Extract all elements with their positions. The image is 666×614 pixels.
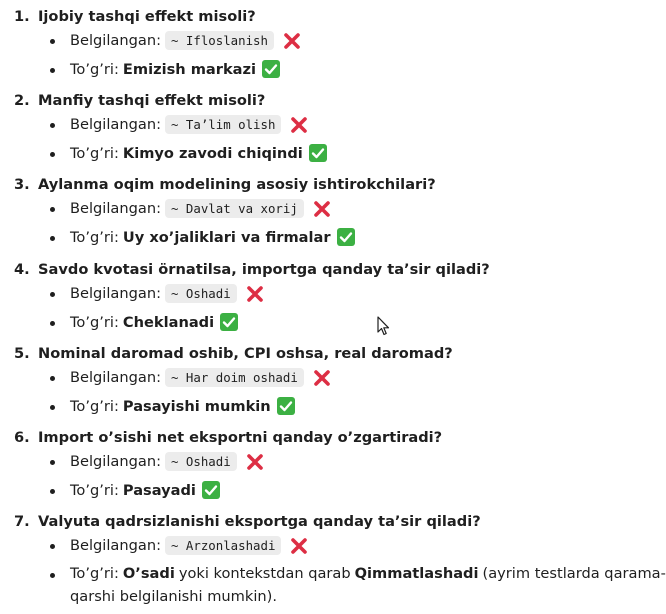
check-mark-icon (202, 481, 220, 499)
wrong-cross-icon (246, 453, 264, 471)
question-number: 5. (14, 345, 30, 362)
check-mark-icon (337, 228, 355, 246)
question-number: 7. (14, 513, 30, 530)
correct-answer: Pasayishi mumkin (122, 397, 271, 415)
correct-label: To’g’ri: (70, 60, 119, 78)
question-title: Nominal daromad oshib, CPI oshsa, real daromad? (38, 345, 453, 362)
correct-label: To’g’ri: (70, 481, 119, 499)
correct-answer: Cheklanadi (122, 313, 215, 331)
question-number: 4. (14, 261, 30, 278)
question-number: 1. (14, 8, 30, 25)
wrong-cross-icon (313, 200, 331, 218)
bullet-icon (50, 39, 55, 44)
mouse-cursor-icon (377, 316, 391, 336)
question-number: 3. (14, 176, 30, 193)
question-title: Ijobiy tashqi effekt misoli? (38, 8, 256, 25)
bullet-icon (50, 489, 55, 494)
check-mark-icon (277, 397, 295, 415)
correct-answer-note-continued: qarshi belgilanishi mumkin). (70, 588, 277, 605)
correct-label: To’g’ri: (70, 228, 119, 246)
marked-answer-code: ~ Ta’lim olish (165, 115, 281, 134)
correct-answer-alternative: Qimmatlashadi (354, 565, 479, 582)
marked-answer-code: ~ Oshadi (165, 284, 237, 303)
correct-label: To’g’ri: (70, 313, 119, 331)
marked-label: Belgilangan: (70, 537, 161, 554)
marked-label: Belgilangan: (70, 200, 161, 217)
marked-label: Belgilangan: (70, 369, 161, 386)
correct-label: To’g’ri: (70, 144, 119, 162)
marked-answer-code: ~ Davlat va xorij (165, 199, 304, 218)
marked-answer-code: ~ Oshadi (165, 452, 237, 471)
marked-answer-code: ~ Har doim oshadi (165, 368, 304, 387)
marked-answer-code: ~ Ifloslanish (165, 31, 274, 50)
correct-answer: Emizish markazi (122, 60, 257, 78)
marked-label: Belgilangan: (70, 32, 161, 49)
wrong-cross-icon (283, 32, 301, 50)
correct-answer-note: (ayrim testlarda qarama- (482, 565, 666, 582)
bullet-icon (50, 376, 55, 381)
check-mark-icon (262, 60, 280, 78)
marked-label: Belgilangan: (70, 453, 161, 470)
check-mark-icon (220, 313, 238, 331)
bullet-icon (50, 573, 55, 578)
correct-answer: Kimyo zavodi chiqindi (122, 144, 303, 162)
question-number: 2. (14, 92, 30, 109)
bullet-icon (50, 152, 55, 157)
wrong-cross-icon (290, 116, 308, 134)
question-title: Valyuta qadrsizlanishi eksportga qanday ta’sir qiladi? (38, 513, 481, 530)
question-title: Aylanma oqim modelining asosiy ishtirokchilari? (38, 176, 436, 193)
question-title: Import o’sishi net eksportni qanday o’zgartiradi? (38, 429, 443, 446)
correct-answer: Uy xo’jaliklari va firmalar (122, 228, 331, 246)
correct-label: To’g’ri: (70, 565, 119, 582)
bullet-icon (50, 460, 55, 465)
bullet-icon (50, 68, 55, 73)
bullet-icon (50, 236, 55, 241)
marked-label: Belgilangan: (70, 116, 161, 133)
bullet-icon (50, 321, 55, 326)
marked-label: Belgilangan: (70, 285, 161, 302)
correct-answer-connector: yoki kontekstdan qarab (178, 565, 351, 582)
wrong-cross-icon (246, 285, 264, 303)
bullet-icon (50, 123, 55, 128)
question-title: Savdo kvotasi örnatilsa, importga qanday ta’sir qiladi? (38, 261, 490, 278)
check-mark-icon (309, 144, 327, 162)
wrong-cross-icon (313, 369, 331, 387)
bullet-icon (50, 207, 55, 212)
wrong-cross-icon (290, 537, 308, 555)
bullet-icon (50, 405, 55, 410)
correct-answer: Pasayadi (122, 481, 196, 499)
correct-answer-primary: O’sadi (122, 565, 175, 582)
bullet-icon (50, 544, 55, 549)
question-number: 6. (14, 429, 30, 446)
correct-label: To’g’ri: (70, 397, 119, 415)
marked-answer-code: ~ Arzonlashadi (165, 536, 281, 555)
bullet-icon (50, 292, 55, 297)
question-title: Manfiy tashqi effekt misoli? (38, 92, 266, 109)
